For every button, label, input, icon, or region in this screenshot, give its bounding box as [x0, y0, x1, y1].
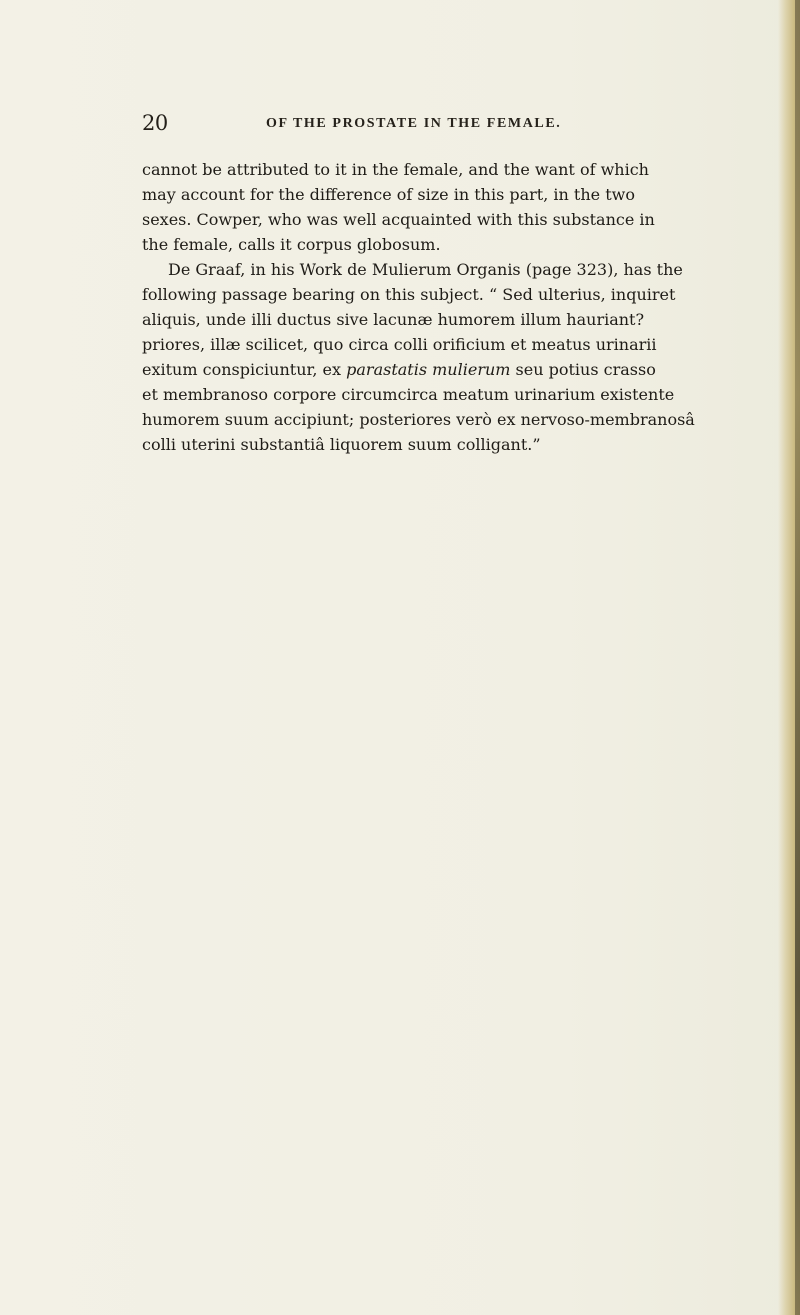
text-line: sexes. Cowper, who was well acquainted with this substance in: [142, 210, 655, 229]
text-segment: seu potius crasso: [510, 360, 656, 379]
text-segment: exitum conspiciuntur, ex: [142, 360, 347, 379]
text-line: priores, illæ scilicet, quo circa colli orificium et meatus urinarii: [142, 335, 657, 354]
text-line: humorem suum accipiunt; posteriores verò ex nervoso-membranosâ: [142, 410, 695, 429]
body-text: [142, 157, 762, 457]
italic-phrase: parastatis mulierum: [346, 360, 511, 379]
page-edge-binding: [795, 0, 800, 1315]
paragraph-2: [142, 257, 762, 457]
text-line: De Graaf, in his Work de Mulierum Organis (page 323), has the: [168, 260, 683, 279]
text-line: aliquis, unde illi ductus sive lacunæ humorem illum hauriant?: [142, 310, 645, 329]
text-line: the female, calls it corpus globosum.: [142, 235, 441, 254]
text-line: cannot be attributed to it in the female, and the want of which: [142, 160, 649, 179]
text-line: may account for the difference of size in this part, in the two: [142, 185, 635, 204]
text-line-with-italic: [142, 357, 762, 382]
page-header: [142, 111, 762, 151]
text-line: following passage bearing on this subject. “ Sed ulterius, inquiret: [142, 285, 676, 304]
text-line: et membranoso corpore circumcirca meatum urinarium existente: [142, 385, 675, 404]
running-head: OF THE PROSTATE IN THE FEMALE.: [266, 116, 562, 131]
paragraph-1: [142, 157, 762, 257]
page-number: 20: [142, 111, 168, 135]
text-line: colli uterini substantiâ liquorem suum colligant.”: [142, 435, 541, 454]
